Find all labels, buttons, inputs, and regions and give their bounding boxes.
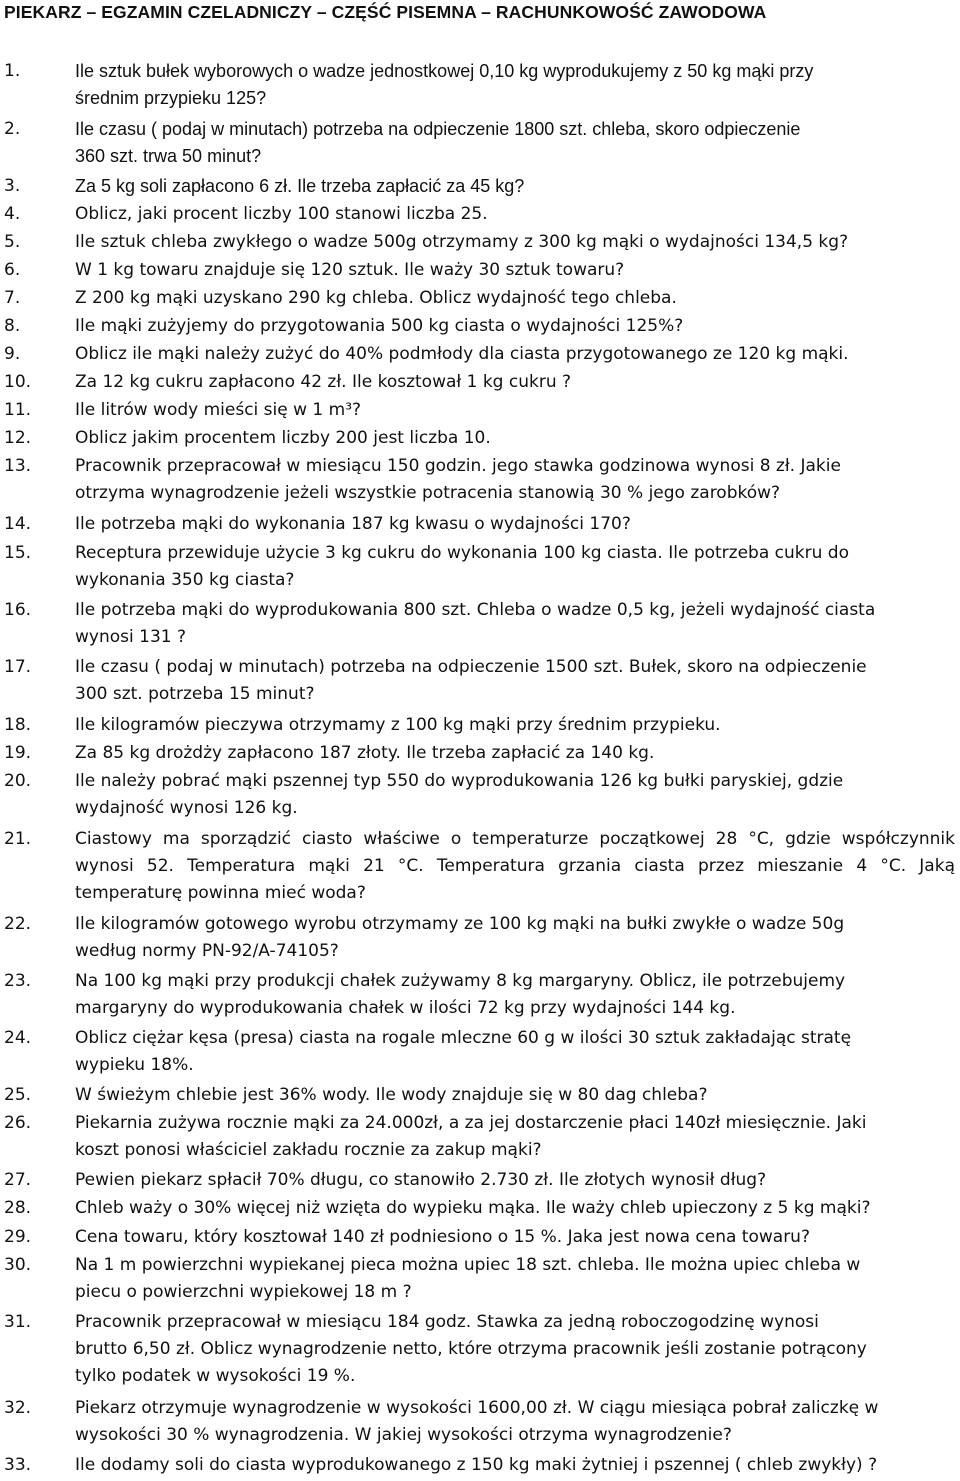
question-number: 29. bbox=[4, 1227, 32, 1247]
question-number: 16. bbox=[4, 600, 32, 620]
question-text: Pracownik przepracował w miesiącu 184 godz. Stawka za jedną roboczogodzinę wynosi brutto 6,50 zł. Oblicz wynagrodzenie netto, które otrzyma pracownik jeśli zostanie potrącony tylko podatek w wysokości 19 %. bbox=[75, 1312, 867, 1386]
question-number: 32. bbox=[4, 1398, 32, 1418]
question-text: Za 5 kg soli zapłacono 6 zł. Ile trzeba zapłacić za 45 kg? bbox=[75, 176, 525, 196]
question-text: Oblicz ile mąki należy zużyć do 40% podmłody dla ciasta przygotowanego ze 120 kg mąki. bbox=[75, 344, 849, 364]
question-number: 23. bbox=[4, 971, 32, 991]
question-text: Ile potrzeba mąki do wykonania 187 kg kwasu o wydajności 170? bbox=[75, 514, 631, 534]
question-number: 24. bbox=[4, 1028, 32, 1048]
question-text: Piekarnia zużywa rocznie mąki za 24.000zł, a za jej dostarczenie płaci 140zł miesięcznie. Jaki koszt ponosi właściciel zakładu rocznie za zakup mąki? bbox=[75, 1113, 867, 1160]
question-text: Chleb waży o 30% więcej niż wzięta do wypieku mąka. Ile waży chleb upieczony z 5 kg mąki? bbox=[75, 1198, 871, 1218]
question-number: 7. bbox=[4, 288, 21, 308]
question-number: 17. bbox=[4, 657, 32, 677]
question-text: Ile mąki zużyjemy do przygotowania 500 kg ciasta o wydajności 125%? bbox=[75, 316, 684, 336]
question-number: 28. bbox=[4, 1198, 32, 1218]
question-text: Oblicz ciężar kęsa (presa) ciasta na rogale mleczne 60 g w ilości 30 sztuk zakładając stratę wypieku 18%. bbox=[75, 1028, 852, 1075]
question-number: 3. bbox=[4, 176, 21, 196]
question-number: 13. bbox=[4, 456, 32, 476]
question-number: 25. bbox=[4, 1085, 32, 1105]
question-number: 5. bbox=[4, 232, 21, 252]
question-number: 31. bbox=[4, 1312, 32, 1332]
question-number: 20. bbox=[4, 771, 32, 791]
question-text: W świeżym chlebie jest 36% wody. Ile wody znajduje się w 80 dag chleba? bbox=[75, 1085, 708, 1105]
question-number: 10. bbox=[4, 372, 32, 392]
question-number: 27. bbox=[4, 1170, 32, 1190]
question-number: 4. bbox=[4, 204, 21, 224]
question-number: 2. bbox=[4, 119, 21, 139]
question-text: Cena towaru, który kosztował 140 zł podniesiono o 15 %. Jaka jest nowa cena towaru? bbox=[75, 1227, 810, 1247]
question-number: 8. bbox=[4, 316, 21, 336]
question-text: Ile należy pobrać mąki pszennej typ 550 do wyprodukowania 126 kg bułki paryskiej, gdzie wydajność wynosi 126 kg. bbox=[75, 771, 844, 818]
question-number: 9. bbox=[4, 344, 21, 364]
question-text: Ile kilogramów pieczywa otrzymamy z 100 kg mąki przy średnim przypieku. bbox=[75, 715, 721, 735]
question-text: Piekarz otrzymuje wynagrodzenie w wysokości 1600,00 zł. W ciągu miesiąca pobrał zaliczkę w wysokości 30 % wynagrodzenia. W jakiej wysokości otrzyma wynagrodzenie? bbox=[75, 1398, 879, 1445]
question-text: Na 100 kg mąki przy produkcji chałek zużywamy 8 kg margaryny. Oblicz, ile potrzebujemy margaryny do wyprodukowania chałek w ilości 72 kg przy wydajności 144 kg. bbox=[75, 971, 846, 1018]
page-title: PIEKARZ – EGZAMIN CZELADNICZY – CZĘŚĆ PISEMNA – RACHUNKOWOŚĆ ZAWODOWA bbox=[4, 2, 767, 22]
question-number: 1. bbox=[4, 61, 21, 81]
question-number: 22. bbox=[4, 914, 32, 934]
question-text: Ile litrów wody mieści się w 1 m³? bbox=[75, 400, 362, 420]
question-number: 6. bbox=[4, 260, 21, 280]
question-text: Na 1 m powierzchni wypiekanej pieca można upiec 18 szt. chleba. Ile można upiec chleba w piecu o powierzchni wypiekowej 18 m ? bbox=[75, 1255, 861, 1302]
question-number: 19. bbox=[4, 743, 32, 763]
question-text: Oblicz jakim procentem liczby 200 jest liczba 10. bbox=[75, 428, 491, 448]
question-text: Ile sztuk chleba zwykłego o wadze 500g otrzymamy z 300 kg mąki o wydajności 134,5 kg? bbox=[75, 232, 849, 252]
question-number: 18. bbox=[4, 715, 32, 735]
question-text: Ile czasu ( podaj w minutach) potrzeba na odpieczenie 1800 szt. chleba, skoro odpieczenie 360 szt. trwa 50 minut? bbox=[75, 119, 801, 166]
question-number: 12. bbox=[4, 428, 32, 448]
question-number: 15. bbox=[4, 543, 32, 563]
question-text: Za 85 kg drożdży zapłacono 187 złoty. Ile trzeba zapłacić za 140 kg. bbox=[75, 743, 655, 763]
question-number: 30. bbox=[4, 1255, 32, 1275]
question-number: 21. bbox=[4, 829, 32, 849]
question-text: Z 200 kg mąki uzyskano 290 kg chleba. Oblicz wydajność tego chleba. bbox=[75, 288, 677, 308]
question-text: Pracownik przepracował w miesiącu 150 godzin. jego stawka godzinowa wynosi 8 zł. Jakie otrzyma wynagrodzenie jeżeli wszystkie potracenia stanowią 30 % jego zarobków? bbox=[75, 456, 841, 503]
question-text: W 1 kg towaru znajduje się 120 sztuk. Ile waży 30 sztuk towaru? bbox=[75, 260, 625, 280]
question-text: Ile czasu ( podaj w minutach) potrzeba na odpieczenie 1500 szt. Bułek, skoro na odpieczenie 300 szt. potrzeba 15 minut? bbox=[75, 657, 867, 704]
question-text: Pewien piekarz spłacił 70% długu, co stanowiło 2.730 zł. Ile złotych wynosił dług? bbox=[75, 1170, 767, 1190]
question-text: Oblicz, jaki procent liczby 100 stanowi liczba 25. bbox=[75, 204, 488, 224]
question-text: Ile potrzeba mąki do wyprodukowania 800 szt. Chleba o wadze 0,5 kg, jeżeli wydajność ciasta wynosi 131 ? bbox=[75, 600, 876, 647]
question-number: 33. bbox=[4, 1455, 32, 1475]
question-text: Ciastowy ma sporządzić ciasto właściwe o temperaturze początkowej 28 °C, gdzie współczynnik wynosi 52. Temperatura mąki 21 °C. Temperatura grzania ciasta przez mieszanie 4 °C. Jaką temperaturę powinna mieć woda? bbox=[75, 829, 955, 903]
question-text: Za 12 kg cukru zapłacono 42 zł. Ile kosztował 1 kg cukru ? bbox=[75, 372, 572, 392]
question-number: 26. bbox=[4, 1113, 32, 1133]
question-text: Ile dodamy soli do ciasta wyprodukowanego z 150 kg maki żytniej i pszennej ( chleb zwykły) ? bbox=[75, 1455, 878, 1475]
question-text: Ile kilogramów gotowego wyrobu otrzymamy ze 100 kg mąki na bułki zwykłe o wadze 50g według normy PN-92/A-74105? bbox=[75, 914, 845, 961]
question-text: Receptura przewiduje użycie 3 kg cukru do wykonania 100 kg ciasta. Ile potrzeba cukru do wykonania 350 kg ciasta? bbox=[75, 543, 849, 590]
question-number: 14. bbox=[4, 514, 32, 534]
question-text: Ile sztuk bułek wyborowych o wadze jednostkowej 0,10 kg wyprodukujemy z 50 kg mąki przy średnim przypieku 125? bbox=[75, 61, 814, 108]
question-number: 11. bbox=[4, 400, 32, 420]
